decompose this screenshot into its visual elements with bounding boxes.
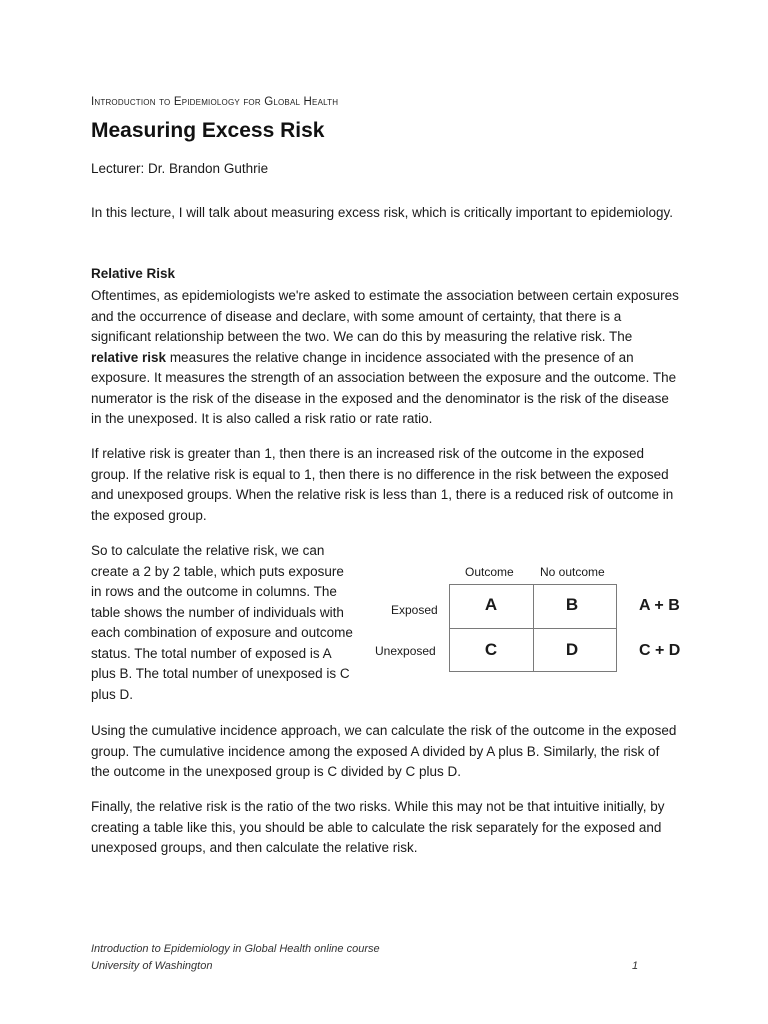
ratio-paragraph: Finally, the relative risk is the ratio of the two risks. While this may not be that intuitive initially, by creating a table like this, you should be able to calculate the risk separately for the exposed and unexposed groups, and then calculate the relative risk. bbox=[91, 799, 665, 855]
row-header-unexposed: Unexposed bbox=[375, 644, 436, 658]
grid-divider-horizontal bbox=[450, 628, 616, 629]
definition-text-start: Oftentimes, as epidemiologists we're asked to estimate the association between certain exposures and the occurrence of disease and declare, with some amount of certainty, that there is a significant relationship between the two. We can do this by measuring the relative risk. The bbox=[91, 288, 679, 344]
course-header: Introduction to Epidemiology for Global Health bbox=[91, 96, 339, 108]
row-header-exposed: Exposed bbox=[391, 603, 438, 617]
cell-b: B bbox=[565, 595, 579, 614]
total-exposed: A + B bbox=[639, 597, 680, 614]
interpretation-paragraph: If relative risk is greater than 1, then there is an increased risk of the outcome in the exposed group. If the relative risk is equal to 1, then there is no difference in the risk between the exposed and unexposed groups. When the relative risk is less than 1, there is a reduced risk of outcome in the exposed group. bbox=[91, 446, 674, 523]
cell-a: A bbox=[484, 595, 498, 614]
cell-c: C bbox=[484, 640, 498, 659]
section-heading-relative-risk: Relative Risk bbox=[91, 266, 176, 281]
relative-risk-term: relative risk bbox=[91, 349, 167, 365]
total-unexposed: C + D bbox=[639, 642, 681, 659]
page-number: 1 bbox=[632, 960, 639, 972]
intro-paragraph: In this lecture, I will talk about measuring excess risk, which is critically important to epidemiology. bbox=[91, 205, 673, 220]
relative-risk-definition-paragraph bbox=[91, 286, 681, 430]
table-grid bbox=[449, 584, 617, 672]
cell-d: D bbox=[565, 640, 579, 659]
footer-course-line: Introduction to Epidemiology in Global Health online course bbox=[91, 943, 380, 955]
two-by-two-paragraph: So to calculate the relative risk, we can create a 2 by 2 table, which puts exposure in rows and the outcome in columns. The table shows the number of individuals with each combination of exposure and outcome status. The total number of exposed is A plus B. The total number of unexposed is C plus D. bbox=[91, 543, 353, 702]
two-by-two-table bbox=[360, 562, 690, 682]
page-title: Measuring Excess Risk bbox=[91, 119, 325, 142]
definition-text-end: measures the relative change in incidence associated with the presence of an exposure. It measures the strength of an association between the exposure and the outcome. The numerator is the risk of the disease in the exposed and the denominator is the risk of the disease in the unexposed. It is also called a risk ratio or rate ratio. bbox=[91, 349, 677, 426]
column-header-no-outcome: No outcome bbox=[540, 565, 605, 579]
cumulative-incidence-paragraph: Using the cumulative incidence approach, we can calculate the risk of the outcome in the exposed group. The cumulative incidence among the exposed A divided by A plus B. Similarly, the risk of the outcome in the unexposed group is C divided by C plus D. bbox=[91, 723, 677, 779]
footer-university-line: University of Washington bbox=[91, 960, 213, 972]
column-header-outcome: Outcome bbox=[465, 565, 514, 579]
lecturer-line: Lecturer: Dr. Brandon Guthrie bbox=[91, 161, 269, 176]
